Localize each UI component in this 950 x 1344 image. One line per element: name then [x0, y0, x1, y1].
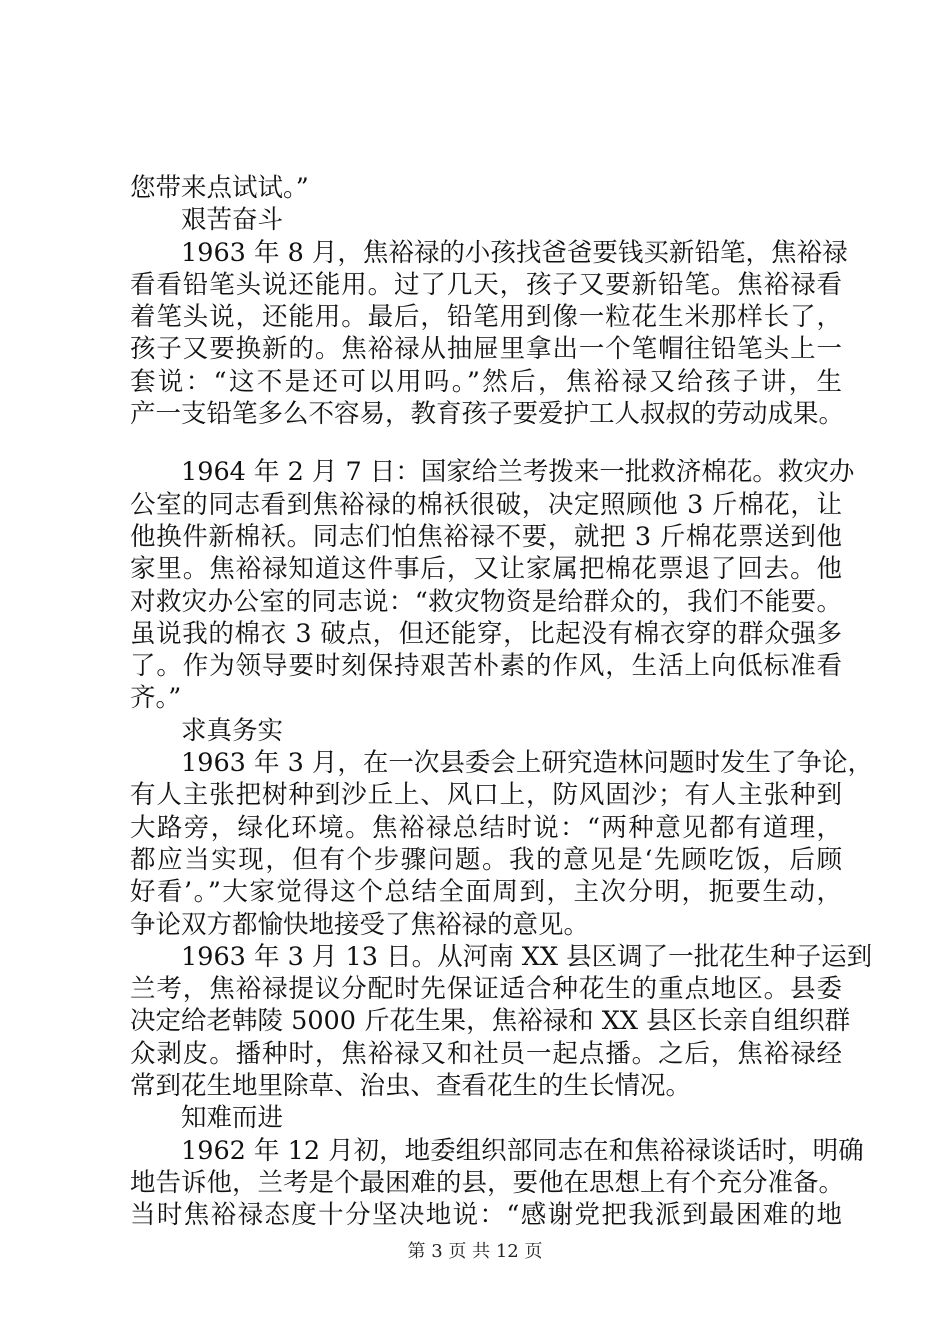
text-line: 1964 年 2 月 7 日：国家给兰考拨来一批救济棉花。救灾办 — [181, 457, 855, 488]
text-line: 着笔头说，还能用。最后，铅笔用到像一粒花生米那样长了， — [130, 302, 842, 333]
text-line: 家里。焦裕禄知道这件事后，又让家属把棉花票退了回去。他 — [130, 554, 842, 585]
text-line: 虽说我的棉衣 3 破点，但还能穿，比起没有棉衣穿的群众强多 — [130, 618, 842, 649]
text-line: 看看铅笔头说还能用。过了几天，孩子又要新铅笔。焦裕禄看 — [130, 269, 842, 300]
text-line: 好看’。”大家觉得这个总结全面周到，主次分明，扼要生动， — [130, 877, 842, 908]
text-line: 当时焦裕禄态度十分坚决地说：“感谢党把我派到最困难的地 — [130, 1200, 842, 1231]
text-line: 套说：“这不是还可以用吗。”然后，焦裕禄又给孩子讲，生 — [130, 366, 842, 397]
text-line: 产一支铅笔多么不容易，教育孩子要爱护工人叔叔的劳动成果。 — [130, 399, 845, 430]
text-line: 众剥皮。播种时，焦裕禄又和社员一起点播。之后，焦裕禄经 — [130, 1038, 842, 1069]
text-line: 1962 年 12 月初，地委组织部同志在和焦裕禄谈话时，明确 — [181, 1135, 864, 1166]
text-line: 1963 年 3 月，在一次县委会上研究造林问题时发生了争论， — [181, 748, 873, 779]
document-body — [130, 172, 873, 1232]
text-line: 常到花生地里除草、治虫、查看花生的生长情况。 — [130, 1071, 692, 1102]
text-line: 公室的同志看到焦裕禄的棉袄很破，决定照顾他 3 斤棉花，让 — [130, 489, 842, 520]
text-line: 大路旁，绿化环境。焦裕禄总结时说：“两种意见都有道理， — [130, 812, 842, 843]
text-line: 都应当实现，但有个步骤问题。我的意见是‘先顾吃饭，后顾 — [130, 844, 842, 875]
text-line: 地告诉他，兰考是个最困难的县，要他在思想上有个充分准备。 — [130, 1167, 845, 1198]
text-line: 孩子又要换新的。焦裕禄从抽屉里拿出一个笔帽往铅笔头上一 — [130, 334, 842, 365]
text-line: 争论双方都愉快地接受了焦裕禄的意见。 — [130, 909, 590, 940]
text-line: 对救灾办公室的同志说：“救灾物资是给群众的，我们不能要。 — [130, 586, 842, 617]
text-line: 了。作为领导要时刻保持艰苦朴素的作风，生活上向低标准看 — [130, 651, 842, 682]
text-line: 您带来点试试。” — [130, 173, 309, 203]
text-line: 决定给老韩陵 5000 斤花生果，焦裕禄和 XX 县区长亲自组织群 — [130, 1006, 851, 1037]
text-line: 有人主张把树种到沙丘上、风口上，防风固沙；有人主张种到 — [130, 780, 842, 811]
section-heading-difficulty: 知难而进 — [181, 1103, 284, 1134]
section-heading-truth: 求真务实 — [181, 715, 284, 746]
text-line: 齐。” — [130, 683, 182, 714]
text-line: 他换件新棉袄。同志们怕焦裕禄不要，就把 3 斤棉花票送到他 — [130, 521, 842, 552]
text-line: 兰考，焦裕禄提议分配时先保证适合种花生的重点地区。县委 — [130, 974, 842, 1005]
text-line: 1963 年 3 月 13 日。从河南 XX 县区调了一批花生种子运到 — [181, 941, 873, 972]
text-line: 1963 年 8 月，焦裕禄的小孩找爸爸要钱买新铅笔，焦裕禄 — [181, 237, 848, 268]
section-heading-hardship: 艰苦奋斗 — [181, 205, 284, 236]
page-number-footer: 第 3 页 共 12 页 — [407, 1241, 543, 1262]
